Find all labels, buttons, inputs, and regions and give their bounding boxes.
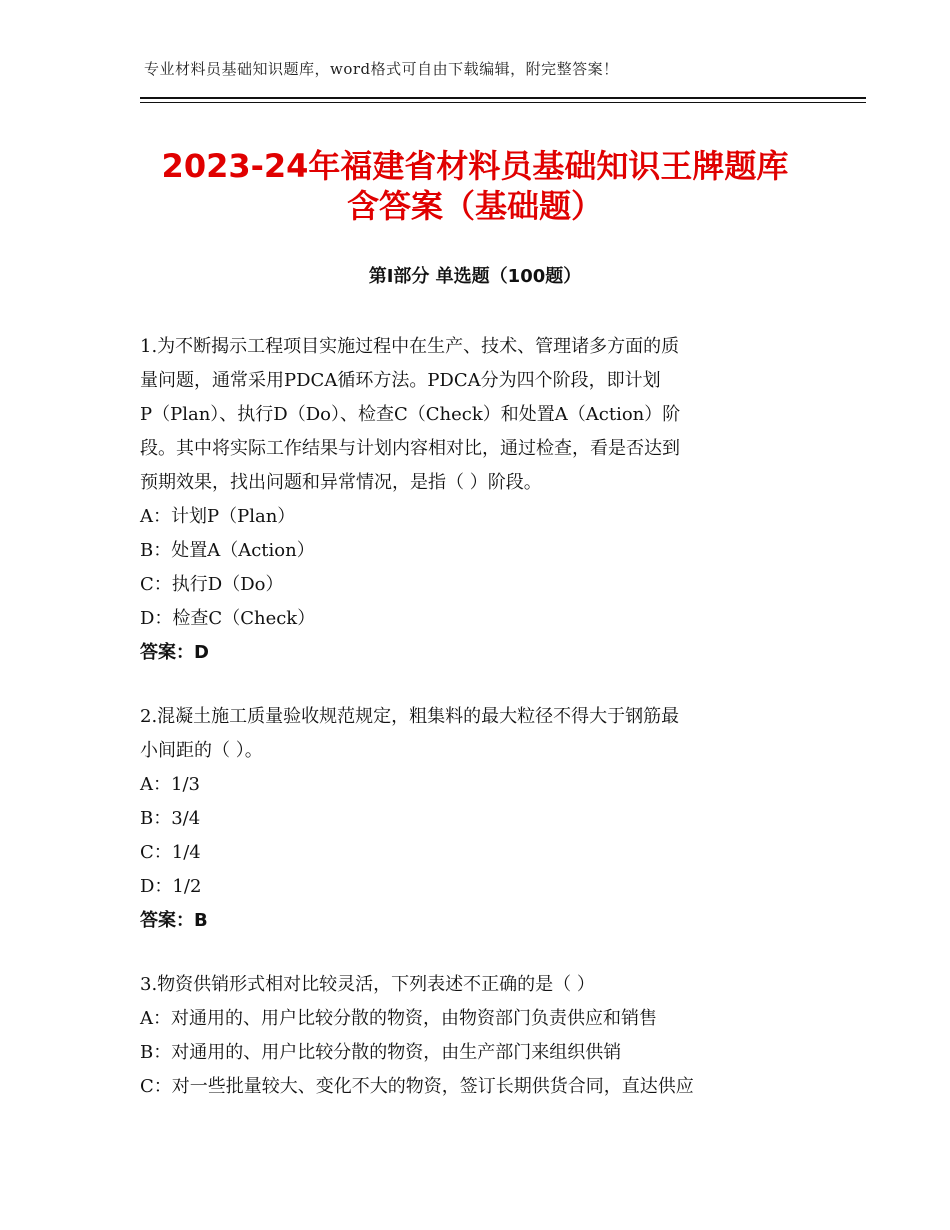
option-b: B：处置A（Action） xyxy=(140,540,315,561)
header-text: 专业材料员基础知识题库，word格式可自由下载编辑，附完整答案！ xyxy=(144,60,619,78)
question-stem-line: 2.混凝土施工质量验收规范规定，粗集料的最大粒径不得大于钢筋最 xyxy=(140,706,680,727)
question-stem-line: 量问题，通常采用PDCA循环方法。PDCA分为四个阶段，即计划 xyxy=(140,370,661,391)
answer: 答案：D xyxy=(140,642,209,663)
title-line-2: 含答案（基础题） xyxy=(346,187,603,225)
question-list xyxy=(140,330,820,1104)
option-b: B：3/4 xyxy=(140,808,201,829)
question-stem-line: 小间距的（ ）。 xyxy=(140,740,263,761)
question-3 xyxy=(140,968,820,1104)
title-line-1: 2023-24年福建省材料员基础知识王牌题库 xyxy=(161,147,789,185)
option-a: A：计划P（Plan） xyxy=(140,506,296,527)
option-a: A：对通用的、用户比较分散的物资，由物资部门负责供应和销售 xyxy=(140,1008,657,1029)
option-a: A：1/3 xyxy=(140,774,200,795)
header-rule-thin xyxy=(140,102,866,103)
header-rule-thick xyxy=(140,97,866,99)
answer: 答案：B xyxy=(140,910,208,931)
question-stem-line: 1.为不断揭示工程项目实施过程中在生产、技术、管理诸多方面的质 xyxy=(140,336,680,357)
question-stem-line: 段。其中将实际工作结果与计划内容相对比，通过检查，看是否达到 xyxy=(140,438,680,459)
option-d: D：检查C（Check） xyxy=(140,608,316,629)
section-title: 第Ⅰ部分 单选题（100题） xyxy=(368,266,582,287)
option-c: C：对一些批量较大、变化不大的物资，签订长期供货合同，直达供应 xyxy=(140,1076,694,1097)
option-b: B：对通用的、用户比较分散的物资，由生产部门来组织供销 xyxy=(140,1042,622,1063)
option-c: C：执行D（Do） xyxy=(140,574,284,595)
question-stem-line: 3.物资供销形式相对比较灵活，下列表述不正确的是（ ） xyxy=(140,974,595,995)
question-2 xyxy=(140,700,820,938)
question-1 xyxy=(140,330,820,670)
option-d: D：1/2 xyxy=(140,876,202,897)
document-title xyxy=(0,146,950,226)
question-stem-line: P（Plan）、执行D（Do）、检查C（Check）和处置A（Action）阶 xyxy=(140,404,681,425)
option-c: C：1/4 xyxy=(140,842,201,863)
question-stem-line: 预期效果，找出问题和异常情况，是指（ ）阶段。 xyxy=(140,472,542,493)
